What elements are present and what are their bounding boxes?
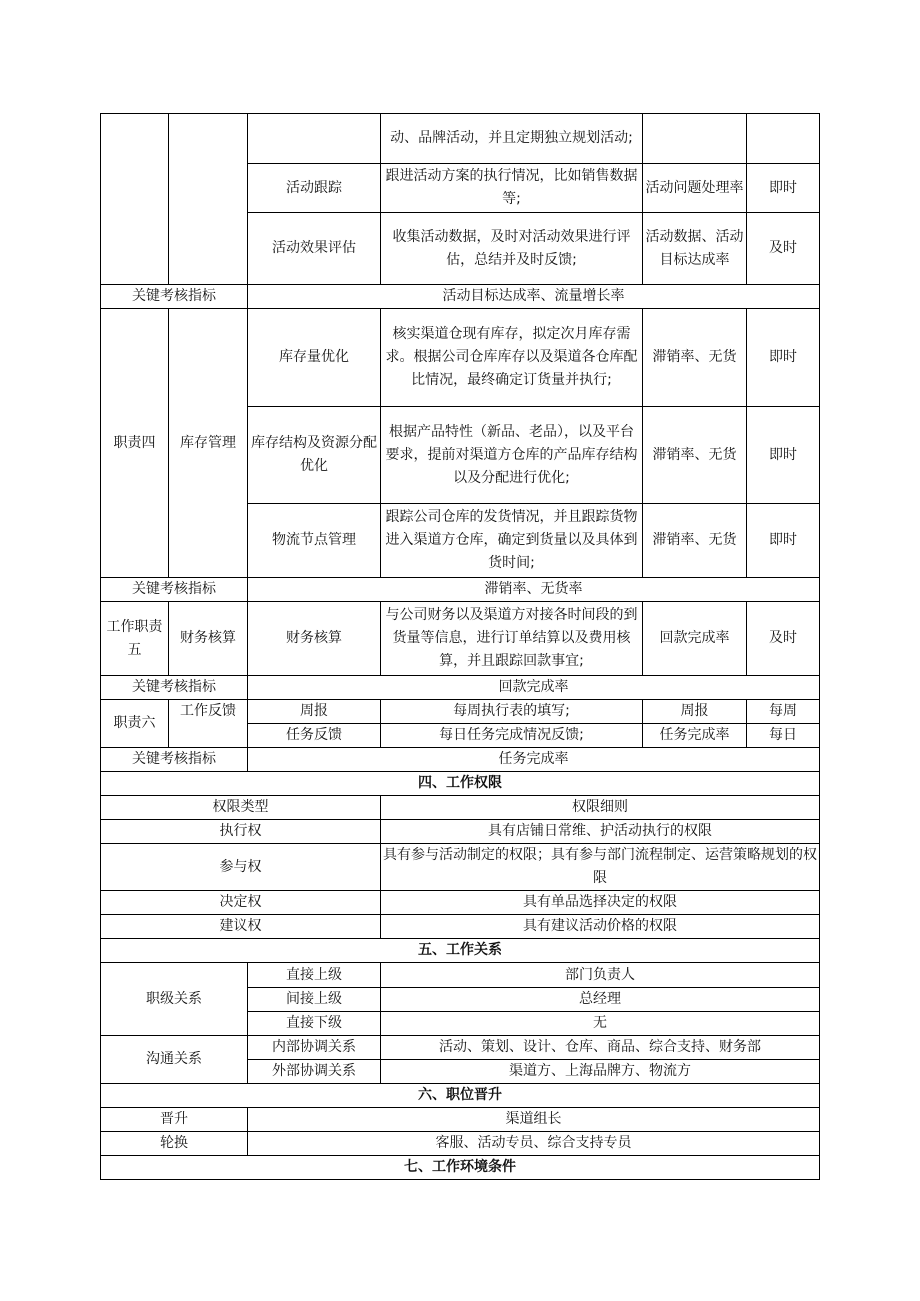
- table-row: [101, 724, 820, 748]
- duty5-label: 工作职责五: [101, 602, 169, 676]
- promotion-label: 晋升: [101, 1108, 248, 1132]
- section-heading-row: [101, 939, 820, 963]
- table-row: [101, 1108, 820, 1132]
- duty-kpi: 任务完成率: [643, 724, 747, 748]
- duty-description: 与公司财务以及渠道方对接各时间段的到货量等信息，进行订单结算以及费用核算，并且跟踪回款事宜;: [381, 602, 643, 676]
- section-heading-row: [101, 1156, 820, 1180]
- duty-frequency: 即时: [747, 164, 820, 213]
- relation-kind: 内部协调关系: [248, 1036, 381, 1060]
- duty-description: 跟进活动方案的执行情况，比如销售数据等;: [381, 164, 643, 213]
- authority-detail: 具有店铺日常维、护活动执行的权限: [381, 820, 820, 844]
- table-row: [101, 602, 820, 676]
- relation-kind: 间接上级: [248, 988, 381, 1012]
- section-heading-authority: 四、工作权限: [101, 772, 820, 796]
- kpi-value: 滞销率、无货率: [248, 578, 820, 602]
- duty-sub-item: 周报: [248, 700, 381, 724]
- duty3-task-cell: [169, 114, 248, 285]
- duty3-label-cell: [101, 114, 169, 285]
- duty-kpi: 滞销率、无货: [643, 309, 747, 407]
- relation-value: 活动、策划、设计、仓库、商品、综合支持、财务部: [381, 1036, 820, 1060]
- duty-description: 每日任务完成情况反馈;: [381, 724, 643, 748]
- duty6-label: 职责六: [101, 700, 169, 748]
- duty-description: 每周执行表的填写;: [381, 700, 643, 724]
- table-row: [101, 1132, 820, 1156]
- table-row: [101, 891, 820, 915]
- promotion-label: 轮换: [101, 1132, 248, 1156]
- duty-kpi: 活动问题处理率: [643, 164, 747, 213]
- duty-sub-item: 任务反馈: [248, 724, 381, 748]
- kpi-label: 关键考核指标: [101, 285, 248, 309]
- duty4-task: 库存管理: [169, 309, 248, 578]
- section-heading-row: [101, 1084, 820, 1108]
- table-row: [101, 844, 820, 891]
- relation-value: 总经理: [381, 988, 820, 1012]
- relation-level-label: 职级关系: [101, 963, 248, 1036]
- authority-type: 建议权: [101, 915, 381, 939]
- duty-frequency: 每周: [747, 700, 820, 724]
- duty5-task: 财务核算: [169, 602, 248, 676]
- duty-frequency: 即时: [747, 504, 820, 578]
- duty6-task-continued: [169, 724, 248, 748]
- kpi-label: 关键考核指标: [101, 748, 248, 772]
- section-heading-environment: 七、工作环境条件: [101, 1156, 820, 1180]
- duty-description: 动、品牌活动，并且定期独立规划活动;: [381, 114, 643, 164]
- kpi-value: 回款完成率: [248, 676, 820, 700]
- promotion-value: 渠道组长: [248, 1108, 820, 1132]
- duty-frequency: [747, 114, 820, 164]
- duty-description: 收集活动数据，及时对活动效果进行评估，总结并及时反馈;: [381, 213, 643, 285]
- duty-sub-item: 物流节点管理: [248, 504, 381, 578]
- duty-kpi: [643, 114, 747, 164]
- table-row: [101, 963, 820, 988]
- kpi-row: [101, 578, 820, 602]
- relation-comm-label: 沟通关系: [101, 1036, 248, 1084]
- authority-header-detail: 权限细则: [381, 796, 820, 820]
- duty-kpi: 滞销率、无货: [643, 407, 747, 504]
- table-row: [101, 1036, 820, 1060]
- kpi-row: [101, 676, 820, 700]
- table-row: [101, 915, 820, 939]
- duty4-label: 职责四: [101, 309, 169, 578]
- kpi-value: 任务完成率: [248, 748, 820, 772]
- table-row: [101, 796, 820, 820]
- authority-type: 执行权: [101, 820, 381, 844]
- duty-sub-item: 库存结构及资源分配优化: [248, 407, 381, 504]
- duty-sub-item: 活动效果评估: [248, 213, 381, 285]
- relation-value: 渠道方、上海品牌方、物流方: [381, 1060, 820, 1084]
- kpi-value: 活动目标达成率、流量增长率: [248, 285, 820, 309]
- kpi-label: 关键考核指标: [101, 578, 248, 602]
- kpi-label: 关键考核指标: [101, 676, 248, 700]
- table-row: [101, 700, 820, 724]
- table-row: [101, 114, 820, 164]
- authority-type: 决定权: [101, 891, 381, 915]
- relation-value: 无: [381, 1012, 820, 1036]
- duty-frequency: 即时: [747, 407, 820, 504]
- duty-frequency: 及时: [747, 602, 820, 676]
- duty-description: 跟踪公司仓库的发货情况，并且跟踪货物进入渠道方仓库，确定到货量以及具体到货时间;: [381, 504, 643, 578]
- duty-frequency: 即时: [747, 309, 820, 407]
- table-row: [101, 309, 820, 407]
- kpi-row: [101, 285, 820, 309]
- job-description-table: [100, 113, 820, 1180]
- duty-frequency: 及时: [747, 213, 820, 285]
- duty-sub-item: 财务核算: [248, 602, 381, 676]
- duty-kpi: 回款完成率: [643, 602, 747, 676]
- authority-type: 参与权: [101, 844, 381, 891]
- duty-kpi: 活动数据、活动目标达成率: [643, 213, 747, 285]
- promotion-value: 客服、活动专员、综合支持专员: [248, 1132, 820, 1156]
- duty-sub-item: [248, 114, 381, 164]
- duty6-task: 工作反馈: [169, 700, 248, 724]
- relation-kind: 直接下级: [248, 1012, 381, 1036]
- relation-value: 部门负责人: [381, 963, 820, 988]
- duty-description: 核实渠道仓现有库存，拟定次月库存需求。根据公司仓库库存以及渠道各仓库配比情况，最终确定订货量并执行;: [381, 309, 643, 407]
- duty-sub-item: 活动跟踪: [248, 164, 381, 213]
- section-heading-promotion: 六、职位晋升: [101, 1084, 820, 1108]
- authority-detail: 具有单品选择决定的权限: [381, 891, 820, 915]
- relation-kind: 外部协调关系: [248, 1060, 381, 1084]
- relation-kind: 直接上级: [248, 963, 381, 988]
- duty-kpi: 周报: [643, 700, 747, 724]
- duty-frequency: 每日: [747, 724, 820, 748]
- authority-detail: 具有参与活动制定的权限；具有参与部门流程制定、运营策略规划的权限: [381, 844, 820, 891]
- table-row: [101, 820, 820, 844]
- duty-kpi: 滞销率、无货: [643, 504, 747, 578]
- section-heading-row: [101, 772, 820, 796]
- authority-header-type: 权限类型: [101, 796, 381, 820]
- section-heading-relations: 五、工作关系: [101, 939, 820, 963]
- duty-description: 根据产品特性（新品、老品），以及平台要求，提前对渠道方仓库的产品库存结构以及分配进行优化;: [381, 407, 643, 504]
- authority-detail: 具有建议活动价格的权限: [381, 915, 820, 939]
- duty-sub-item: 库存量优化: [248, 309, 381, 407]
- kpi-row: [101, 748, 820, 772]
